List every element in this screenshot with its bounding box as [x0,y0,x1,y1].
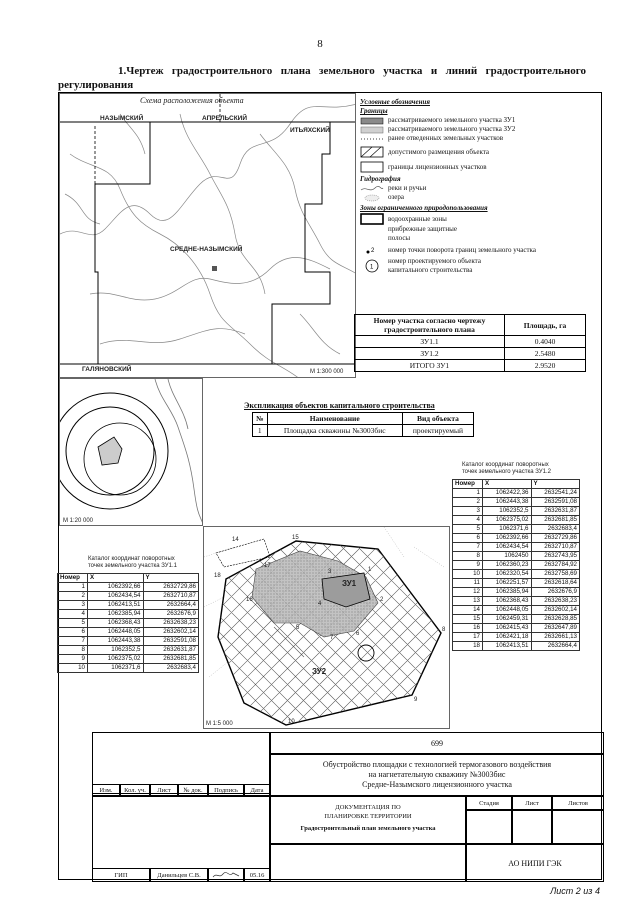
legend-item-label: рассматриваемого земельного участка ЗУ1 [388,116,516,124]
coords-cell: 2632618,64 [531,579,580,588]
coords-cell: 6 [58,628,88,637]
sheet-footer: Лист 2 из 4 [550,886,600,896]
explication-cell: проектируемый [402,425,473,437]
coords-cell: 17 [453,633,483,642]
coords-zu1-caption [88,556,177,570]
signature-icon [211,870,241,880]
coords-zu2-caption-line1: Каталог координат поворотных [462,462,549,468]
coords-cell: 9 [58,655,88,664]
coords-zu2-caption [462,462,551,476]
table-row [58,646,199,655]
coords-cell: 1 [453,489,483,498]
coords-cell: 2632638,23 [531,597,580,606]
coords-cell: 1062385,94 [483,588,532,597]
area-table-cell: ИТОГО ЗУ1 [355,360,505,372]
coords-cell: 2632676,9 [143,610,199,619]
coords-cell: 1062413,51 [88,601,144,610]
detail-point-label: 4 [318,601,322,607]
table-row [355,360,586,372]
legend-item-label: озера [388,193,404,201]
coords-cell: 2632683,4 [143,664,199,673]
legend-group-borders: Границы [360,107,388,115]
table-row [58,628,199,637]
tb-col-izm: Изм. [92,784,120,796]
coords-cell: 1 [58,583,88,592]
coords-cell: 8 [58,646,88,655]
overview-map-canvas [60,94,356,378]
legend-item-label: рассматриваемого земельного участка ЗУ2 [388,125,516,133]
coords-cell: 1062443,38 [483,498,532,507]
coords-cell: 1062392,66 [88,583,144,592]
coords-cell: 10 [58,664,88,673]
coords-header: Номер [453,480,483,489]
table-row [355,348,586,360]
table-row [58,610,199,619]
table-row [58,583,199,592]
coords-cell: 2632541,24 [531,489,580,498]
coords-cell: 2632664,4 [143,601,199,610]
map-label-aprelsky: АПРЕЛЬСКИЙ [202,115,248,122]
coords-cell: 1062434,54 [88,592,144,601]
explication-header-name: Наименование [267,413,402,425]
coords-cell: 16 [453,624,483,633]
fill-dark-swatch-icon [360,117,384,125]
coords-header: X [88,574,144,583]
section-title-text: 1.Чертеж градостроительного плана земельного участка и линий градостроительного регулирования [58,65,586,91]
detail-map-scale: М 1:5 000 [206,721,233,727]
coords-cell: 9 [453,561,483,570]
turn-point-swatch-icon [360,247,384,255]
legend-item [360,161,600,173]
legend-group-restricted-zones: Зоны ограниченного природопользования [360,204,488,212]
lake-swatch-icon [360,194,384,202]
tb-stage-label: Стадия [466,796,512,810]
coords-cell: 7 [453,543,483,552]
coords-cell: 1062443,38 [88,637,144,646]
explication-header-number: № [253,413,268,425]
coords-zu1-caption-line1: Каталог координат поворотных [88,556,175,562]
coords-header: Y [143,574,199,583]
tb-doc-title-line2: ПЛАНИРОВКЕ ТЕРРИТОРИИ [324,813,412,820]
coords-cell: 2632638,23 [143,619,199,628]
coords-cell: 2632661,13 [531,633,580,642]
area-table-cell: ЗУ1.1 [355,336,505,348]
table-row [453,507,580,516]
coords-cell: 1062375,02 [483,516,532,525]
map-label-ityakhsky: ИТЬЯХСКИЙ [290,127,330,134]
ring-map-canvas [60,379,203,526]
table-row [58,664,199,673]
coords-cell: 2632683,4 [531,525,580,534]
coords-cell: 2632628,85 [531,615,580,624]
table-row [453,597,580,606]
tb-company: АО НИПИ ГЭК [466,844,604,882]
table-row [453,525,580,534]
coords-zu1-caption-line2: точек земельного участка ЗУ1.1 [88,563,177,569]
coords-cell: 2632591,08 [531,498,580,507]
outline-box-swatch-icon [360,161,384,173]
detail-point-label: 18 [214,573,221,579]
coords-cell: 1062251,57 [483,579,532,588]
coords-cell: 2632710,87 [143,592,199,601]
tb-sheets-value [552,810,604,844]
area-table [354,314,586,372]
legend-item [360,184,600,193]
tb-date: 05.16 [244,868,270,882]
detail-point-label: 3 [328,569,332,575]
table-row [453,516,580,525]
detail-map [203,526,450,729]
coords-cell: 2632743,95 [531,552,580,561]
coords-cell: 1062368,43 [88,619,144,628]
coords-cell: 2632664,4 [531,642,580,651]
table-row [453,561,580,570]
coords-header: Номер [58,574,88,583]
detail-point-label: 6 [356,631,360,637]
ring-map-scale: М 1:20 000 [63,518,94,524]
table-row [58,592,199,601]
table-row [453,543,580,552]
title-block [92,732,604,882]
coords-cell: 4 [58,610,88,619]
page-number: 8 [317,38,323,50]
coords-cell: 1062415,43 [483,624,532,633]
area-table-cell: 2.5480 [505,348,586,360]
table-row [253,425,474,437]
tb-doc-subtitle: Градостроительный план земельного участка [300,825,436,832]
coords-zu1-table [57,573,199,673]
tb-stage-value [466,810,512,844]
coords-cell: 1062422,36 [483,489,532,498]
table-row [453,498,580,507]
coords-cell: 4 [453,516,483,525]
coords-cell: 2632631,87 [531,507,580,516]
tb-signature [208,868,244,882]
explication-cell: Площадка скважины №3003бис [267,425,402,437]
overview-map [59,93,356,378]
table-row [453,570,580,579]
legend-item-label: номер проектируемого объекта капитального строительства [388,257,481,274]
explication-cell: 1 [253,425,268,437]
area-table-header-number: Номер участка согласно чертежу градостроительного плана [355,315,505,336]
coords-cell: 7 [58,637,88,646]
table-row [453,489,580,498]
coords-cell: 3 [58,601,88,610]
legend-item-label: прибрежные защитные полосы [388,225,457,242]
tb-project-line2: на нагнетательную скважину №3003бис [368,770,506,779]
detail-point-label: 16 [246,597,253,603]
detail-point-label: 1 [368,567,372,573]
tb-col-kol-uch: Кол. уч. [120,784,150,796]
tb-sheet-label: Лист [512,796,552,810]
coords-cell: 1062413,51 [483,642,532,651]
coords-cell: 1062352,5 [88,646,144,655]
coords-cell: 2 [58,592,88,601]
coords-cell: 1062392,66 [483,534,532,543]
table-row [58,655,199,664]
object-number-circle-icon [360,259,384,273]
coords-cell: 2632676,9 [531,588,580,597]
fill-light-swatch-icon [360,126,384,134]
coords-cell: 1062371,6 [483,525,532,534]
explication-table [252,412,474,437]
section-title [58,64,586,92]
circle-marker-text: 1 [370,264,374,271]
table-row [453,534,580,543]
legend-item-label: номер точки поворота границ земельного участка [388,246,536,254]
table-row [453,606,580,615]
tb-project-line1: Обустройство площадки с технологией термогазового воздействия [322,760,552,769]
detail-point-label: 17 [264,563,271,569]
coords-cell: 2632647,89 [531,624,580,633]
tb-col-list: Лист [150,784,178,796]
legend-item [360,146,600,158]
table-row [453,633,580,642]
legend-item [360,116,600,125]
area-table-cell: 0.4040 [505,336,586,348]
table-row [453,615,580,624]
coords-zu2-table [452,479,580,651]
legend [360,98,600,275]
tb-col-podpis: Подпись [208,784,244,796]
legend-item-label: водоохранные зоны [388,214,447,223]
coords-cell: 1062421,18 [483,633,532,642]
coords-cell: 12 [453,588,483,597]
detail-point-label: 5 [296,625,300,631]
table-row [453,624,580,633]
legend-item-label: реки и ручьи [388,184,427,192]
detail-point-label: 15 [292,535,299,541]
table-row [453,579,580,588]
explication-title: Экспликация объектов капитального строительства [244,401,435,410]
tb-role: ГИП [92,868,150,882]
coords-cell: 1062448,05 [483,606,532,615]
table-row [453,588,580,597]
table-row [355,336,586,348]
coords-cell: 1062360,23 [483,561,532,570]
coords-cell: 2632729,86 [531,534,580,543]
coords-cell: 2632729,86 [143,583,199,592]
tb-company-spacer [270,844,466,882]
coords-header: Y [531,480,580,489]
coords-cell: 1062459,31 [483,615,532,624]
table-row [453,552,580,561]
coords-cell: 11 [453,579,483,588]
coords-cell: 2632631,87 [143,646,199,655]
tb-sheets-label: Листов [552,796,604,810]
coords-cell: 8 [453,552,483,561]
tb-doc-title-line1: ДОКУМЕНТАЦИЯ ПО [335,804,401,811]
detail-point-label: 2 [380,597,384,603]
legend-item [360,246,600,255]
coords-cell: 2632758,69 [531,570,580,579]
coords-cell: 2632681,85 [531,516,580,525]
tb-project [270,754,604,796]
ring-map [59,378,203,526]
legend-title: Условные обозначения [360,98,430,106]
tb-project-line3: Средне-Назымского лицензионного участка [362,780,512,789]
coords-cell: 2632681,85 [143,655,199,664]
point-marker-text: 2 [371,247,375,254]
tb-col-data: Дата [244,784,270,796]
detail-point-label: 9 [414,697,418,703]
map-label-sredne-nazymsky: СРЕДНЕ-НАЗЫМСКИЙ [170,246,243,253]
coords-cell: 1062448,05 [88,628,144,637]
tb-doc-title [270,796,466,844]
coords-cell: 2 [453,498,483,507]
coords-cell: 3 [453,507,483,516]
legend-item-label: границы лицензионных участков [388,162,487,171]
coords-header: X [483,480,532,489]
coords-cell: 1062352,5 [483,507,532,516]
hatched-box-swatch-icon [360,146,384,158]
coords-cell: 1062371,6 [88,664,144,673]
detail-label-zu1: ЗУ1 [342,579,357,588]
legend-item-label: ранее отведенных земельных участков [388,134,504,142]
legend-item [360,134,600,143]
tb-person: Данильцев С.В. [150,868,208,882]
legend-item [360,257,600,275]
coords-cell: 1062375,02 [88,655,144,664]
overview-map-title: Схема расположения объекта [140,96,244,105]
explication-header-type: Вид объекта [402,413,473,425]
thick-box-swatch-icon [360,213,384,225]
legend-item [360,125,600,134]
detail-point-label: 10 [288,719,295,725]
legend-item [360,225,480,243]
detail-point-label: 8 [442,627,446,633]
table-row [453,642,580,651]
table-row [58,601,199,610]
coords-cell: 6 [453,534,483,543]
legend-item [360,193,600,202]
coords-cell: 5 [58,619,88,628]
coords-cell: 5 [453,525,483,534]
map-label-nazymsky: НАЗЫМСКИЙ [100,115,144,122]
coords-zu2-caption-line2: точек земельного участка ЗУ1.2 [462,469,551,475]
coords-cell: 18 [453,642,483,651]
table-row [58,637,199,646]
coords-cell: 13 [453,597,483,606]
area-table-header-area: Площадь, га [505,315,586,336]
table-row [58,619,199,628]
detail-point-label: 14 [232,537,239,543]
coords-cell: 1062434,54 [483,543,532,552]
coords-cell: 2632784,92 [531,561,580,570]
coords-cell: 15 [453,615,483,624]
coords-cell: 1062385,94 [88,610,144,619]
coords-cell: 1062368,43 [483,597,532,606]
detail-label-zu2: ЗУ2 [312,667,327,676]
dotted-line-swatch-icon [360,135,384,143]
legend-item-label: допустимого размещения объекта [388,147,490,156]
detail-point-label: 7 [330,635,334,641]
coords-cell: 14 [453,606,483,615]
coords-cell: 2632602,14 [531,606,580,615]
tb-col-ndok: № док. [178,784,208,796]
coords-cell: 1062450 [483,552,532,561]
map-label-galyanovsky: ГАЛЯНОВСКИЙ [82,366,132,373]
coords-cell: 2632602,14 [143,628,199,637]
river-swatch-icon [360,185,384,193]
coords-cell: 2632591,08 [143,637,199,646]
coords-cell: 10 [453,570,483,579]
tb-code: 699 [270,732,604,754]
overview-map-scale: М 1:300 000 [310,369,344,375]
legend-item [360,213,600,225]
legend-group-hydrography: Гидрография [360,175,401,183]
coords-cell: 1062320,54 [483,570,532,579]
coords-cell: 2632710,87 [531,543,580,552]
tb-sheet-value [512,810,552,844]
area-table-cell: ЗУ1.2 [355,348,505,360]
area-table-cell: 2.9520 [505,360,586,372]
